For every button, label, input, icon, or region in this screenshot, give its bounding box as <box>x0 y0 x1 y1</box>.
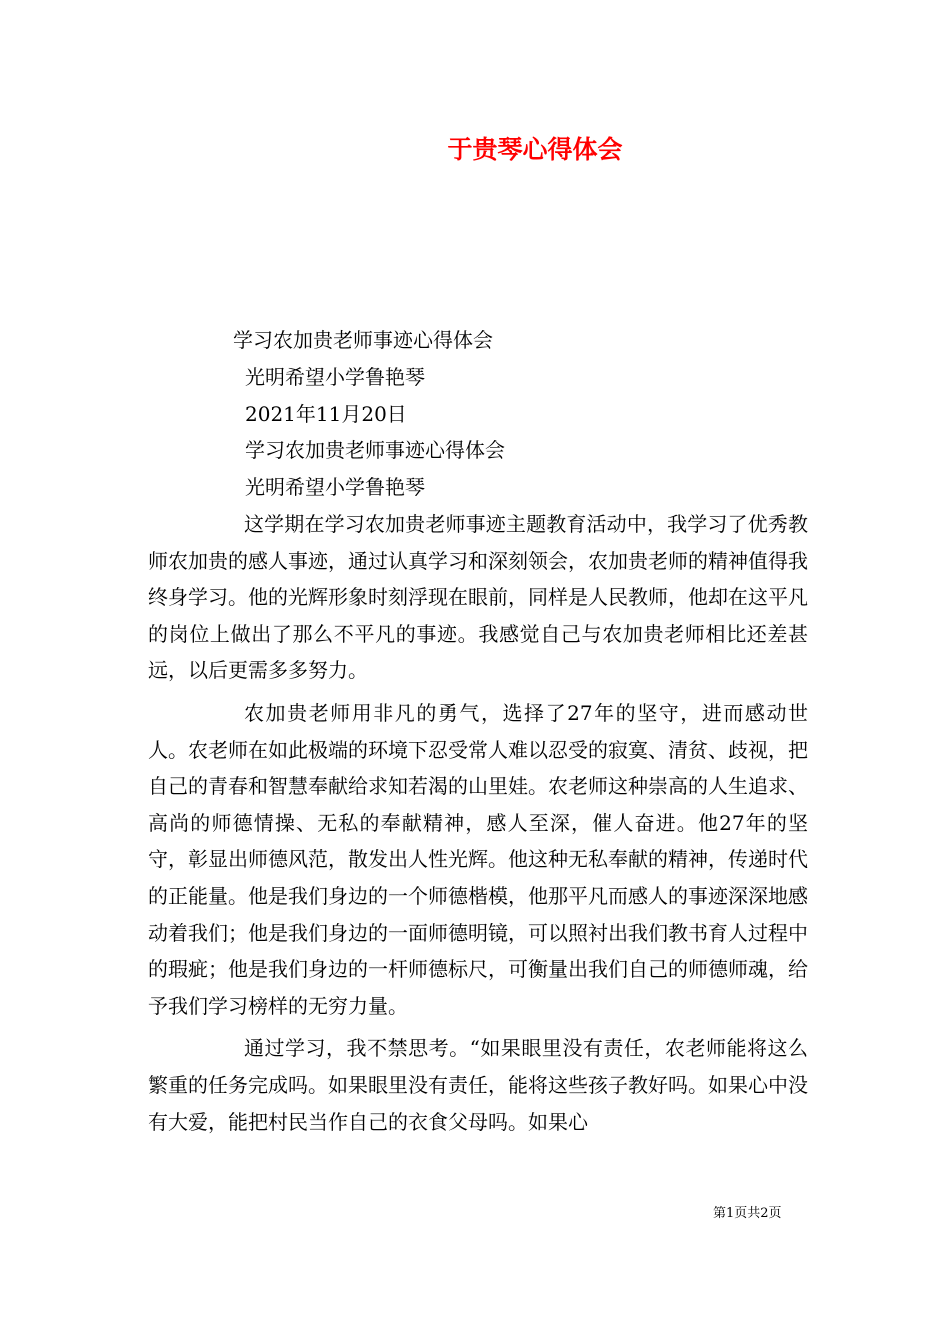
paragraph: 这学期在学习农加贵老师事迹主题教育活动中，我学习了优秀教师农加贵的感人事迹，通过认真学习和深刻领会，农加贵老师的精神值得我终身学习。他的光辉形象时刻浮现在眼前，同样是人民教师，他却在这平凡的岗位上做出了那么不平凡的事迹。我感觉自己与农加贵老师相比还差甚远，以后更需多多努力。 <box>148 512 808 683</box>
subtitle-line: 学习农加贵老师事迹心得体会 <box>233 328 493 352</box>
document-title: 于贵琴心得体会 <box>447 135 623 164</box>
subtitle-line-repeat: 学习农加贵老师事迹心得体会 <box>245 438 505 462</box>
document-body <box>148 506 808 1140</box>
author-line: 光明希望小学鲁艳琴 <box>245 365 425 389</box>
paragraph: 农加贵老师用非凡的勇气，选择了27年的坚守，进而感动世人。农老师在如此极端的环境下忍受常人难以忍受的寂寞、清贫、歧视，把自己的青春和智慧奉献给求知若渴的山里娃。农老师这种崇高的人生追求、高尚的师德情操、无私的奉献精神，感人至深，催人奋进。他27年的坚守，彰显出师德风范，散发出人性光辉。他这种无私奉献的精神，传递时代的正能量。他是我们身边的一个师德楷模，他那平凡而感人的事迹深深地感动着我们；他是我们身边的一面师德明镜，可以照衬出我们教书育人过程中的瑕疵；他是我们身边的一杆师德标尺，可衡量出我们自己的师德师魂，给予我们学习榜样的无穷力量。 <box>148 700 808 1018</box>
page-number: 第1页共2页 <box>713 1206 782 1221</box>
paragraph: 通过学习，我不禁思考。“如果眼里没有责任，农老师能将这么繁重的任务完成吗。如果眼里没有责任，能将这些孩子教好吗。如果心中没有大爱，能把村民当作自己的衣食父母吗。如果心 <box>148 1036 808 1134</box>
date-line: 2021年11月20日 <box>245 402 407 426</box>
author-line-repeat: 光明希望小学鲁艳琴 <box>245 475 425 499</box>
